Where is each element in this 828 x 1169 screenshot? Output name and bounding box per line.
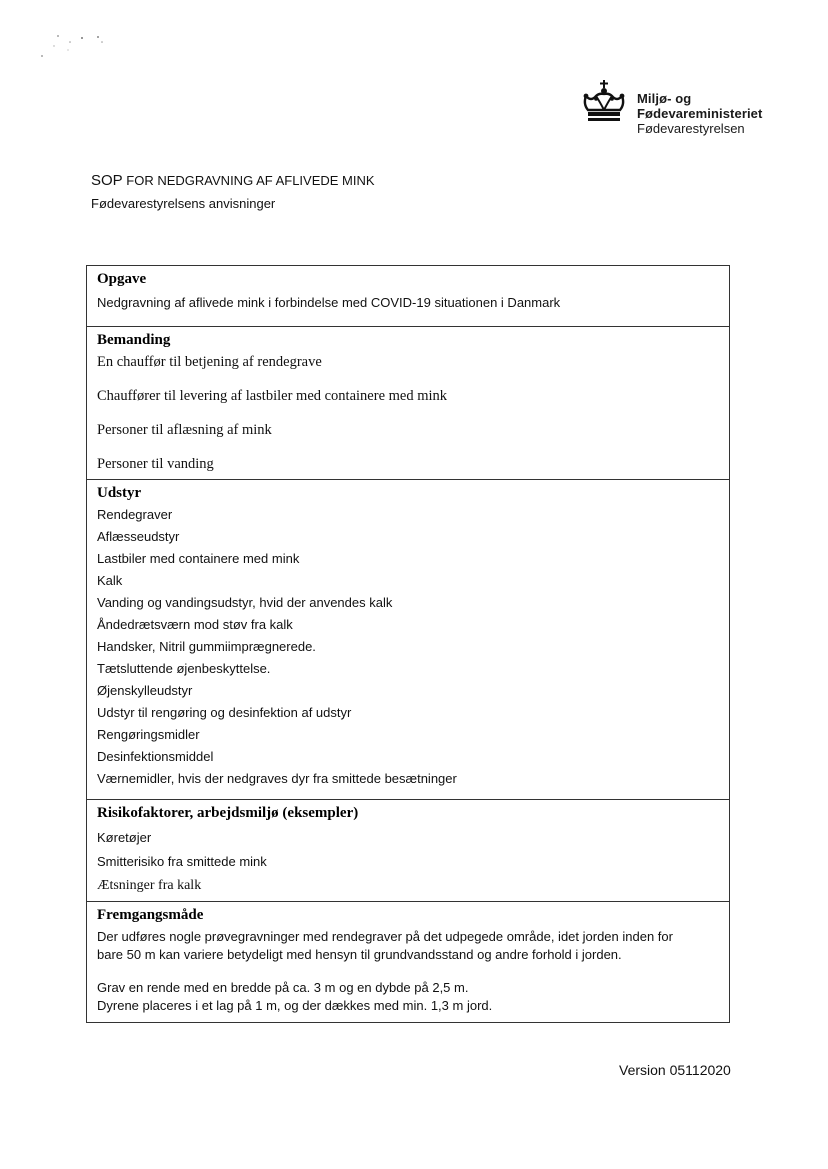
paragraph-line: bare 50 m kan variere betydeligt med hensyn til grundvandsstand og andre forhold i jorden. <box>97 946 622 962</box>
section-opgave <box>87 266 729 326</box>
list-item: Chauffører til levering af lastbiler med containere med mink <box>97 388 448 404</box>
section-udstyr <box>87 479 729 799</box>
paragraph-line: Dyrene placeres i et lag på 1 m, og der dækkes med min. 1,3 m jord. <box>97 997 493 1013</box>
list-item: Kalk <box>97 573 123 588</box>
section-text: Nedgravning af aflivede mink i forbindelse med COVID-19 situationen i Danmark <box>97 295 561 310</box>
list-item: Tætsluttende øjenbeskyttelse. <box>97 661 271 676</box>
section-heading: Opgave <box>97 271 147 287</box>
paragraph-line: Der udføres nogle prøvegravninger med rendegraver på det udpegede område, idet jorden inden for <box>97 929 673 944</box>
paragraph-line: Grav en rende med en bredde på ca. 3 m og en dybde på 2,5 m. <box>97 980 469 995</box>
list-item: Øjenskylleudstyr <box>97 683 193 698</box>
procedure-table <box>86 265 730 1023</box>
title-prefix: SOP <box>91 172 123 189</box>
list-item: Personer til aflæsning af mink <box>97 422 272 438</box>
logo-text-line3: Fødevarestyrelsen <box>637 121 745 136</box>
logo-text-line1: Miljø- og <box>637 91 692 106</box>
list-item: Handsker, Nitril gummiimprægnerede. <box>97 639 316 654</box>
section-heading: Udstyr <box>97 485 142 501</box>
section-risikofaktorer <box>87 799 729 901</box>
list-item: Udstyr til rengøring og desinfektion af udstyr <box>97 705 352 720</box>
section-fremgangsmaade <box>87 901 729 1022</box>
document-subtitle: Fødevarestyrelsens anvisninger <box>91 196 276 211</box>
version-label: Version 05112020 <box>619 1062 731 1078</box>
title-rest: FOR NEDGRAVNING AF AFLIVEDE MINK <box>122 173 375 188</box>
scan-specks <box>30 28 120 68</box>
section-heading: Risikofaktorer, arbejdsmiljø (eksempler) <box>97 805 359 821</box>
list-item: Værnemidler, hvis der nedgraves dyr fra smittede besætninger <box>97 771 457 786</box>
list-item: En chauffør til betjening af rendegrave <box>97 354 322 370</box>
list-item: Smitterisiko fra smittede mink <box>97 854 267 869</box>
document-title <box>91 172 375 189</box>
list-item: Lastbiler med containere med mink <box>97 551 300 566</box>
list-item: Rengøringsmidler <box>97 727 200 742</box>
section-bemanding <box>87 326 729 479</box>
list-item: Ætsninger fra kalk <box>97 878 202 893</box>
list-item: Vanding og vandingsudstyr, hvid der anvendes kalk <box>97 595 393 610</box>
list-item: Rendegraver <box>97 507 173 522</box>
list-item: Aflæsseudstyr <box>97 529 180 544</box>
section-heading: Bemanding <box>97 332 171 348</box>
procedure-paragraph-2 <box>97 979 719 1014</box>
section-heading: Fremgangsmåde <box>97 907 204 923</box>
list-item: Personer til vanding <box>97 456 214 472</box>
list-item: Køretøjer <box>97 830 152 845</box>
crown-icon <box>581 80 627 126</box>
logo-text-line2: Fødevareministeriet <box>637 106 763 121</box>
procedure-paragraph-1 <box>97 928 719 963</box>
list-item: Desinfektionsmiddel <box>97 749 214 764</box>
ministry-logo <box>581 80 781 140</box>
list-item: Åndedrætsværn mod støv fra kalk <box>97 617 293 632</box>
